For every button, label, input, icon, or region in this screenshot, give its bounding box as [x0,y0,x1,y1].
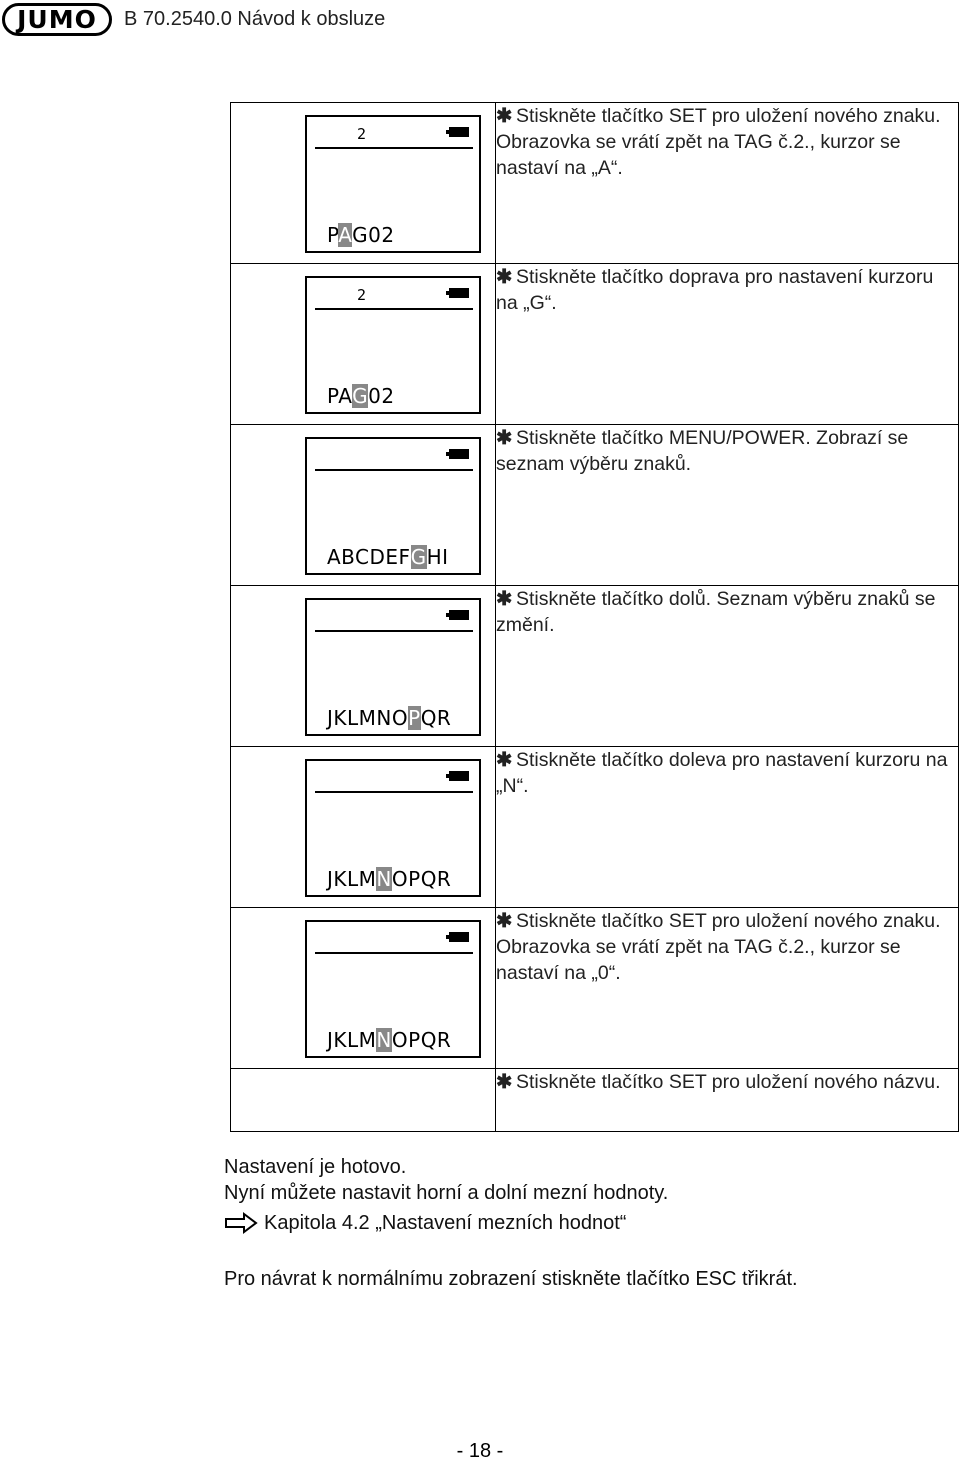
battery-icon [449,771,469,781]
lcd-cursor: A [338,223,353,247]
lcd-divider [315,147,473,149]
step-row [231,264,959,425]
asterisk-icon: ✱ [496,749,513,771]
step-text: ✱ Stiskněte tlačítko doprava pro nastavení kurzoru na „G“. [496,264,959,425]
arrow-right-icon [224,1212,258,1234]
lcd-text: JKLMNOPQR [327,706,452,730]
lcd-divider [315,630,473,632]
lcd-divider [315,469,473,471]
done-text: Nastavení je hotovo. [224,1156,407,1178]
page-header [0,0,960,40]
lcd-text: JKLMNOPQR [327,1028,452,1052]
battery-icon [449,932,469,942]
lcd-text: PAG02 [327,223,395,247]
step-text: ✱ Stiskněte tlačítko MENU/POWER. Zobrazí se seznam výběru znaků. [496,425,959,586]
lcd-cursor: G [352,384,369,408]
asterisk-icon: ✱ [496,910,513,932]
asterisk-icon: ✱ [496,266,513,288]
step-row [231,747,959,908]
lcd-cursor: N [376,1028,392,1052]
asterisk-icon: ✱ [496,105,513,127]
step-row [231,908,959,1069]
lcd-display [305,276,481,414]
battery-icon [449,127,469,137]
lcd-digit: 2 [357,286,367,304]
step-text: ✱ Stiskněte tlačítko doleva pro nastavení kurzoru na „N“. [496,747,959,908]
lcd-display [305,920,481,1058]
lcd-cell [231,586,496,747]
asterisk-icon: ✱ [496,427,513,449]
step-text: ✱ Stiskněte tlačítko SET pro uložení nového znaku. Obrazovka se vrátí zpět na TAG č.2., kurzor se nastaví na „0“. [496,908,959,1069]
lcd-cell [231,908,496,1069]
esc-note: Pro návrat k normálnímu zobrazení stiskněte tlačítko ESC třikrát. [224,1268,798,1290]
lcd-display [305,437,481,575]
step-row [231,103,959,264]
lcd-cell [231,747,496,908]
lcd-text: PAG02 [327,384,395,408]
steps-table [230,102,959,1132]
page-number: - 18 - [456,1440,504,1462]
lcd-display [305,598,481,736]
lcd-digit: 2 [357,125,367,143]
document-title: B 70.2540.0 Návod k obsluze [124,8,386,30]
empty-cell [231,1069,496,1132]
lcd-cursor: N [376,867,392,891]
lcd-divider [315,952,473,954]
closing-section [224,1154,798,1292]
jumo-logo: JUMO [2,3,112,36]
battery-icon [449,610,469,620]
lcd-display [305,115,481,253]
step-text: ✱ Stiskněte tlačítko SET pro uložení nového znaku. Obrazovka se vrátí zpět na TAG č.2., kurzor se nastaví na „A“. [496,103,959,264]
next-step-text: Nyní můžete nastavit horní a dolní mezní hodnoty. [224,1182,669,1204]
lcd-cell [231,103,496,264]
chapter-reference-text[interactable]: Kapitola 4.2 „Nastavení mezních hodnot“ [264,1212,627,1234]
battery-icon [449,449,469,459]
step-row [231,425,959,586]
step-text: ✱ Stiskněte tlačítko SET pro uložení nového názvu. [496,1069,959,1132]
lcd-text: JKLMNOPQR [327,867,452,891]
lcd-display [305,759,481,897]
battery-icon [449,288,469,298]
step-row [231,1069,959,1132]
lcd-text: ABCDEFGHI [327,545,449,569]
lcd-cursor: P [408,706,421,730]
lcd-divider [315,308,473,310]
step-row [231,586,959,747]
asterisk-icon: ✱ [496,1071,513,1093]
step-text: ✱ Stiskněte tlačítko dolů. Seznam výběru znaků se změní. [496,586,959,747]
lcd-cursor: G [410,545,427,569]
lcd-cell [231,264,496,425]
lcd-divider [315,791,473,793]
chapter-reference[interactable] [224,1210,798,1236]
lcd-cell [231,425,496,586]
asterisk-icon: ✱ [496,588,513,610]
